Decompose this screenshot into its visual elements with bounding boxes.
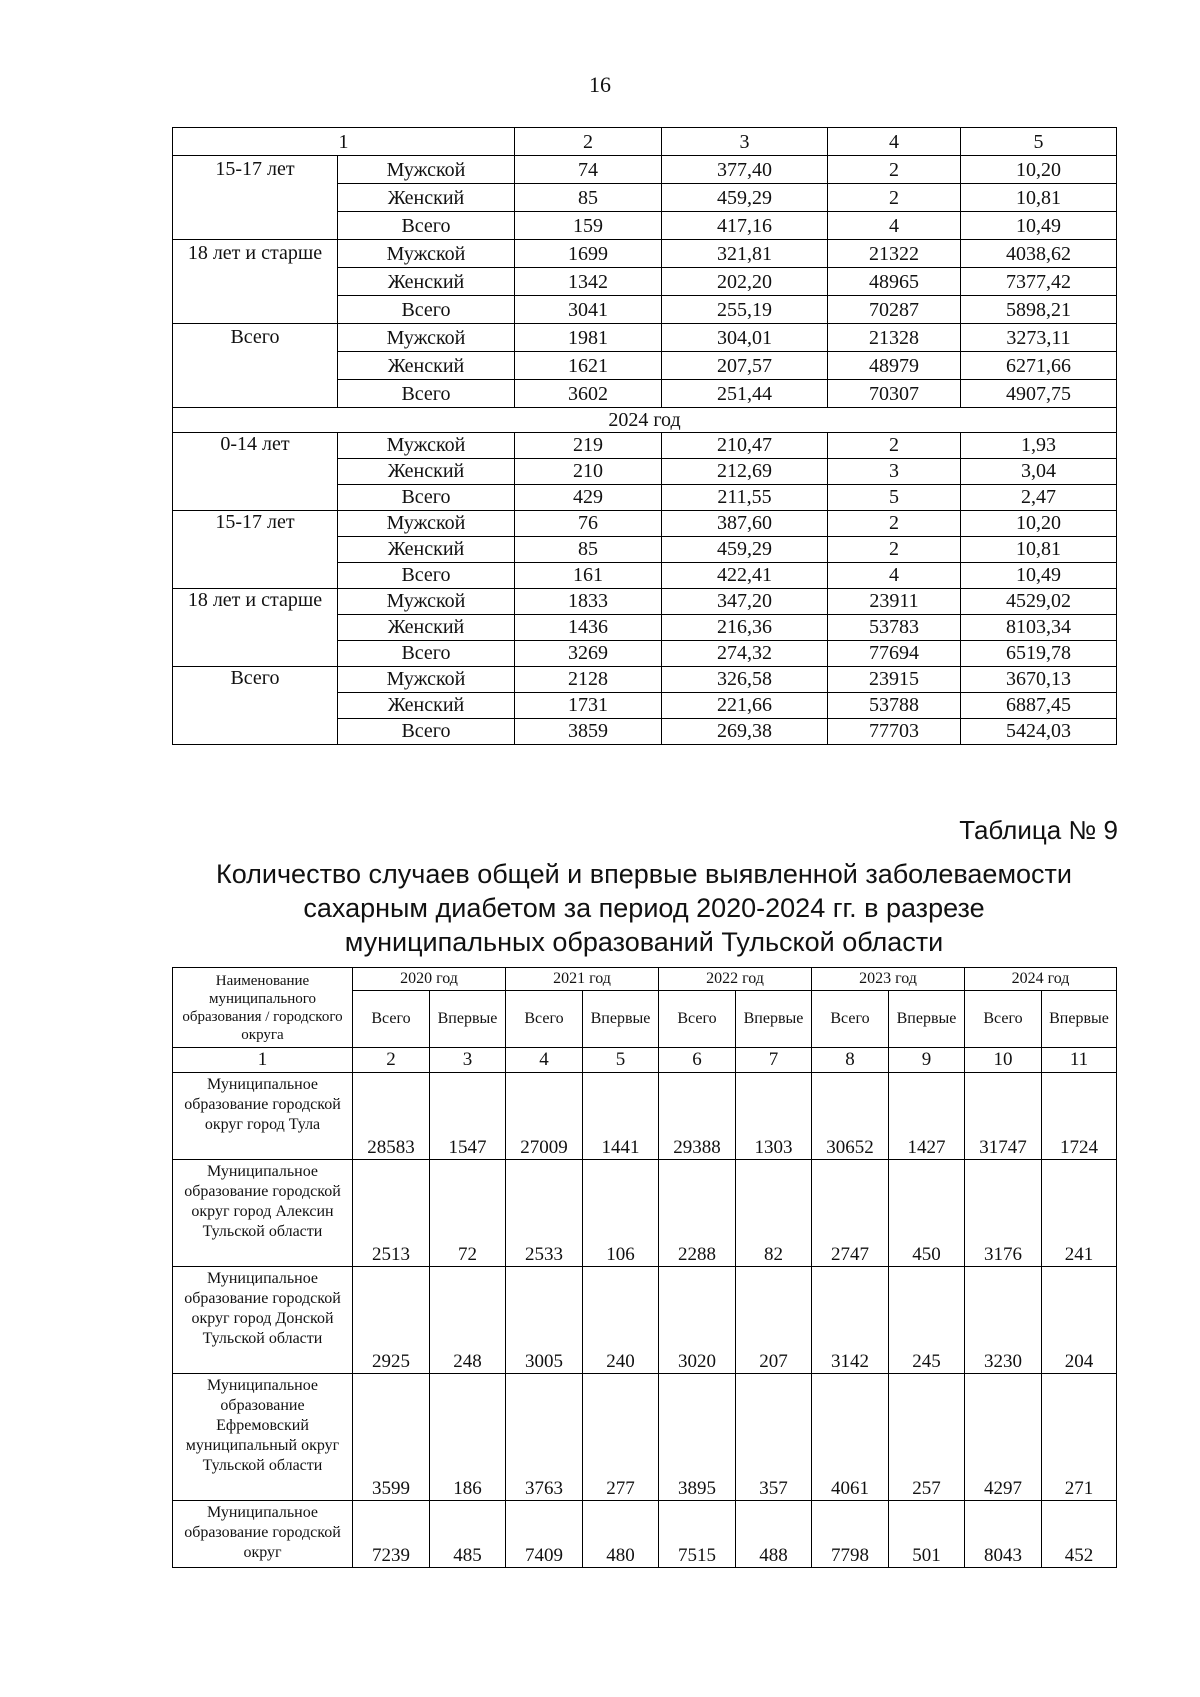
value-cell: 1,93 — [961, 433, 1117, 459]
value-cell: 417,16 — [662, 212, 828, 240]
value-cell: 1724 — [1042, 1073, 1117, 1160]
page-number: 16 — [589, 72, 611, 97]
municipality-row — [173, 1160, 1117, 1267]
value-cell: 1441 — [583, 1073, 659, 1160]
value-cell: 85 — [515, 537, 662, 563]
value-cell: 48979 — [828, 352, 961, 380]
municipality-row — [173, 1073, 1117, 1160]
value-cell: 3005 — [506, 1267, 583, 1374]
value-cell: 210 — [515, 459, 662, 485]
value-cell: 347,20 — [662, 589, 828, 615]
municipality-row — [173, 1267, 1117, 1374]
value-cell: 186 — [430, 1374, 506, 1501]
municipality-name-cell: Муниципальное образование городской округ — [173, 1501, 353, 1568]
subheader-total-cell: Всего — [659, 991, 736, 1048]
value-cell: 82 — [736, 1160, 812, 1267]
column-number-cell: 11 — [1042, 1048, 1117, 1073]
col-header-2: 2 — [515, 128, 662, 156]
sex-cell: Мужской — [338, 433, 515, 459]
value-cell: 1621 — [515, 352, 662, 380]
column-number-cell: 2 — [353, 1048, 430, 1073]
value-cell: 255,19 — [662, 296, 828, 324]
value-cell: 70287 — [828, 296, 961, 324]
value-cell: 3,04 — [961, 459, 1117, 485]
value-cell: 212,69 — [662, 459, 828, 485]
value-cell: 2288 — [659, 1160, 736, 1267]
diabetes-by-municipality-table — [172, 967, 1117, 1568]
sex-cell: Мужской — [338, 511, 515, 537]
column-number-cell: 10 — [965, 1048, 1042, 1073]
value-cell: 77703 — [828, 719, 961, 745]
col-header-4: 4 — [828, 128, 961, 156]
subheader-new-cell: Впервые — [1042, 991, 1117, 1048]
table-row — [173, 433, 1117, 459]
value-cell: 219 — [515, 433, 662, 459]
column-number-cell: 1 — [173, 1048, 353, 1073]
column-number-cell: 9 — [889, 1048, 965, 1073]
value-cell: 271 — [1042, 1374, 1117, 1501]
sex-cell: Мужской — [338, 240, 515, 268]
value-cell: 48965 — [828, 268, 961, 296]
value-cell: 6271,66 — [961, 352, 1117, 380]
value-cell: 257 — [889, 1374, 965, 1501]
subheader-new-cell: Впервые — [583, 991, 659, 1048]
value-cell: 3763 — [506, 1374, 583, 1501]
value-cell: 4038,62 — [961, 240, 1117, 268]
municipality-row — [173, 1374, 1117, 1501]
table-row — [173, 667, 1117, 693]
value-cell: 204 — [1042, 1267, 1117, 1374]
column-number-cell: 6 — [659, 1048, 736, 1073]
value-cell: 211,55 — [662, 485, 828, 511]
value-cell: 3895 — [659, 1374, 736, 1501]
value-cell: 2 — [828, 184, 961, 212]
value-cell: 221,66 — [662, 693, 828, 719]
value-cell: 1699 — [515, 240, 662, 268]
value-cell: 1547 — [430, 1073, 506, 1160]
value-cell: 5424,03 — [961, 719, 1117, 745]
value-cell: 29388 — [659, 1073, 736, 1160]
value-cell: 485 — [430, 1501, 506, 1568]
age-group-cell: Всего — [173, 667, 338, 745]
value-cell: 10,49 — [961, 563, 1117, 589]
value-cell: 240 — [583, 1267, 659, 1374]
year-label-cell: 2024 год — [173, 408, 1117, 433]
value-cell: 245 — [889, 1267, 965, 1374]
value-cell: 1981 — [515, 324, 662, 352]
value-cell: 4907,75 — [961, 380, 1117, 408]
municipality-name-cell: Муниципальное образование городской округ город Тула — [173, 1073, 353, 1160]
value-cell: 2513 — [353, 1160, 430, 1267]
value-cell: 1342 — [515, 268, 662, 296]
value-cell: 10,20 — [961, 156, 1117, 184]
table-title-line: муниципальных образований Тульской области — [344, 927, 944, 957]
value-cell: 7239 — [353, 1501, 430, 1568]
name-header-cell: Наименование муниципального образования / городского округа — [173, 968, 353, 1048]
value-cell: 269,38 — [662, 719, 828, 745]
value-cell: 450 — [889, 1160, 965, 1267]
value-cell: 3230 — [965, 1267, 1042, 1374]
value-cell: 429 — [515, 485, 662, 511]
value-cell: 8103,34 — [961, 615, 1117, 641]
value-cell: 202,20 — [662, 268, 828, 296]
value-cell: 1436 — [515, 615, 662, 641]
value-cell: 422,41 — [662, 563, 828, 589]
age-group-cell: 0-14 лет — [173, 433, 338, 511]
value-cell: 10,81 — [961, 184, 1117, 212]
value-cell: 53788 — [828, 693, 961, 719]
value-cell: 1303 — [736, 1073, 812, 1160]
morbidity-table-by-age-sex — [172, 127, 1117, 745]
value-cell: 7515 — [659, 1501, 736, 1568]
value-cell: 30652 — [812, 1073, 889, 1160]
value-cell: 3269 — [515, 641, 662, 667]
value-cell: 10,49 — [961, 212, 1117, 240]
subheader-new-cell: Впервые — [736, 991, 812, 1048]
value-cell: 6519,78 — [961, 641, 1117, 667]
col-header-1: 1 — [173, 128, 515, 156]
value-cell: 72 — [430, 1160, 506, 1267]
value-cell: 10,81 — [961, 537, 1117, 563]
sex-cell: Всего — [338, 641, 515, 667]
table-title — [172, 857, 1116, 959]
value-cell: 7798 — [812, 1501, 889, 1568]
value-cell: 452 — [1042, 1501, 1117, 1568]
municipality-name-cell: Муниципальное образование городской округ город Алексин Тульской области — [173, 1160, 353, 1267]
sex-cell: Женский — [338, 537, 515, 563]
sex-cell: Всего — [338, 212, 515, 240]
value-cell: 2128 — [515, 667, 662, 693]
value-cell: 2747 — [812, 1160, 889, 1267]
value-cell: 377,40 — [662, 156, 828, 184]
column-number-cell: 8 — [812, 1048, 889, 1073]
value-cell: 23915 — [828, 667, 961, 693]
col-header-5: 5 — [961, 128, 1117, 156]
value-cell: 459,29 — [662, 184, 828, 212]
value-cell: 3 — [828, 459, 961, 485]
header-row — [173, 128, 1117, 156]
year-header-row — [173, 968, 1117, 991]
value-cell: 1427 — [889, 1073, 965, 1160]
sex-cell: Женский — [338, 184, 515, 212]
value-cell: 28583 — [353, 1073, 430, 1160]
value-cell: 216,36 — [662, 615, 828, 641]
value-cell: 248 — [430, 1267, 506, 1374]
sex-cell: Мужской — [338, 156, 515, 184]
sex-cell: Женский — [338, 268, 515, 296]
value-cell: 3602 — [515, 380, 662, 408]
table-row — [173, 240, 1117, 268]
value-cell: 1833 — [515, 589, 662, 615]
sex-cell: Мужской — [338, 324, 515, 352]
subheader-total-cell: Всего — [812, 991, 889, 1048]
value-cell: 3599 — [353, 1374, 430, 1501]
age-group-cell: 15-17 лет — [173, 511, 338, 589]
value-cell: 10,20 — [961, 511, 1117, 537]
sex-cell: Женский — [338, 615, 515, 641]
table-row — [173, 511, 1117, 537]
value-cell: 70307 — [828, 380, 961, 408]
sex-cell: Всего — [338, 380, 515, 408]
value-cell: 85 — [515, 184, 662, 212]
value-cell: 159 — [515, 212, 662, 240]
year-header-cell: 2023 год — [812, 968, 965, 991]
municipality-name-cell: Муниципальное образование городской округ город Донской Тульской области — [173, 1267, 353, 1374]
column-number-cell: 4 — [506, 1048, 583, 1073]
value-cell: 21328 — [828, 324, 961, 352]
year-row — [173, 408, 1117, 433]
value-cell: 6887,45 — [961, 693, 1117, 719]
value-cell: 31747 — [965, 1073, 1042, 1160]
value-cell: 210,47 — [662, 433, 828, 459]
sex-cell: Всего — [338, 719, 515, 745]
value-cell: 459,29 — [662, 537, 828, 563]
value-cell: 3142 — [812, 1267, 889, 1374]
value-cell: 2533 — [506, 1160, 583, 1267]
value-cell: 4 — [828, 212, 961, 240]
column-number-row — [173, 1048, 1117, 1073]
column-number-cell: 5 — [583, 1048, 659, 1073]
value-cell: 241 — [1042, 1160, 1117, 1267]
value-cell: 2 — [828, 433, 961, 459]
age-group-cell: 18 лет и старше — [173, 589, 338, 667]
age-group-cell: 18 лет и старше — [173, 240, 338, 324]
year-header-cell: 2024 год — [965, 968, 1117, 991]
sex-cell: Женский — [338, 459, 515, 485]
value-cell: 4061 — [812, 1374, 889, 1501]
value-cell: 77694 — [828, 641, 961, 667]
sex-cell: Женский — [338, 693, 515, 719]
value-cell: 321,81 — [662, 240, 828, 268]
table-number: Таблица № 9 — [959, 815, 1118, 845]
value-cell: 7409 — [506, 1501, 583, 1568]
value-cell: 326,58 — [662, 667, 828, 693]
sex-cell: Всего — [338, 296, 515, 324]
sex-cell: Мужской — [338, 589, 515, 615]
table-row — [173, 156, 1117, 184]
value-cell: 207,57 — [662, 352, 828, 380]
value-cell: 207 — [736, 1267, 812, 1374]
col-header-3: 3 — [662, 128, 828, 156]
value-cell: 2925 — [353, 1267, 430, 1374]
value-cell: 2 — [828, 511, 961, 537]
value-cell: 480 — [583, 1501, 659, 1568]
value-cell: 4529,02 — [961, 589, 1117, 615]
age-group-cell: Всего — [173, 324, 338, 408]
value-cell: 23911 — [828, 589, 961, 615]
value-cell: 7377,42 — [961, 268, 1117, 296]
value-cell: 76 — [515, 511, 662, 537]
value-cell: 3020 — [659, 1267, 736, 1374]
value-cell: 4 — [828, 563, 961, 589]
value-cell: 74 — [515, 156, 662, 184]
value-cell: 357 — [736, 1374, 812, 1501]
table-title-line: Количество случаев общей и впервые выявленной заболеваемости — [216, 859, 1072, 889]
value-cell: 5 — [828, 485, 961, 511]
sex-cell: Всего — [338, 485, 515, 511]
value-cell: 3859 — [515, 719, 662, 745]
subheader-new-cell: Впервые — [430, 991, 506, 1048]
year-header-cell: 2020 год — [353, 968, 506, 991]
value-cell: 274,32 — [662, 641, 828, 667]
value-cell: 3670,13 — [961, 667, 1117, 693]
municipality-name-cell: Муниципальное образование Ефремовский муниципальный округ Тульской области — [173, 1374, 353, 1501]
sex-cell: Мужской — [338, 667, 515, 693]
column-number-cell: 3 — [430, 1048, 506, 1073]
subheader-total-cell: Всего — [965, 991, 1042, 1048]
year-header-cell: 2021 год — [506, 968, 659, 991]
table-title-line: сахарным диабетом за период 2020-2024 гг. в разрезе — [303, 893, 985, 923]
value-cell: 106 — [583, 1160, 659, 1267]
value-cell: 21322 — [828, 240, 961, 268]
value-cell: 501 — [889, 1501, 965, 1568]
value-cell: 304,01 — [662, 324, 828, 352]
value-cell: 488 — [736, 1501, 812, 1568]
municipality-row — [173, 1501, 1117, 1568]
value-cell: 251,44 — [662, 380, 828, 408]
value-cell: 277 — [583, 1374, 659, 1501]
sex-cell: Всего — [338, 563, 515, 589]
value-cell: 2 — [828, 537, 961, 563]
value-cell: 8043 — [965, 1501, 1042, 1568]
year-header-cell: 2022 год — [659, 968, 812, 991]
value-cell: 53783 — [828, 615, 961, 641]
value-cell: 5898,21 — [961, 296, 1117, 324]
value-cell: 3041 — [515, 296, 662, 324]
age-group-cell: 15-17 лет — [173, 156, 338, 240]
table-row — [173, 324, 1117, 352]
subheader-total-cell: Всего — [506, 991, 583, 1048]
column-number-cell: 7 — [736, 1048, 812, 1073]
value-cell: 3176 — [965, 1160, 1042, 1267]
subheader-new-cell: Впервые — [889, 991, 965, 1048]
table-row — [173, 589, 1117, 615]
value-cell: 27009 — [506, 1073, 583, 1160]
value-cell: 1731 — [515, 693, 662, 719]
value-cell: 2 — [828, 156, 961, 184]
value-cell: 161 — [515, 563, 662, 589]
subheader-total-cell: Всего — [353, 991, 430, 1048]
value-cell: 2,47 — [961, 485, 1117, 511]
value-cell: 387,60 — [662, 511, 828, 537]
sex-cell: Женский — [338, 352, 515, 380]
value-cell: 3273,11 — [961, 324, 1117, 352]
value-cell: 4297 — [965, 1374, 1042, 1501]
